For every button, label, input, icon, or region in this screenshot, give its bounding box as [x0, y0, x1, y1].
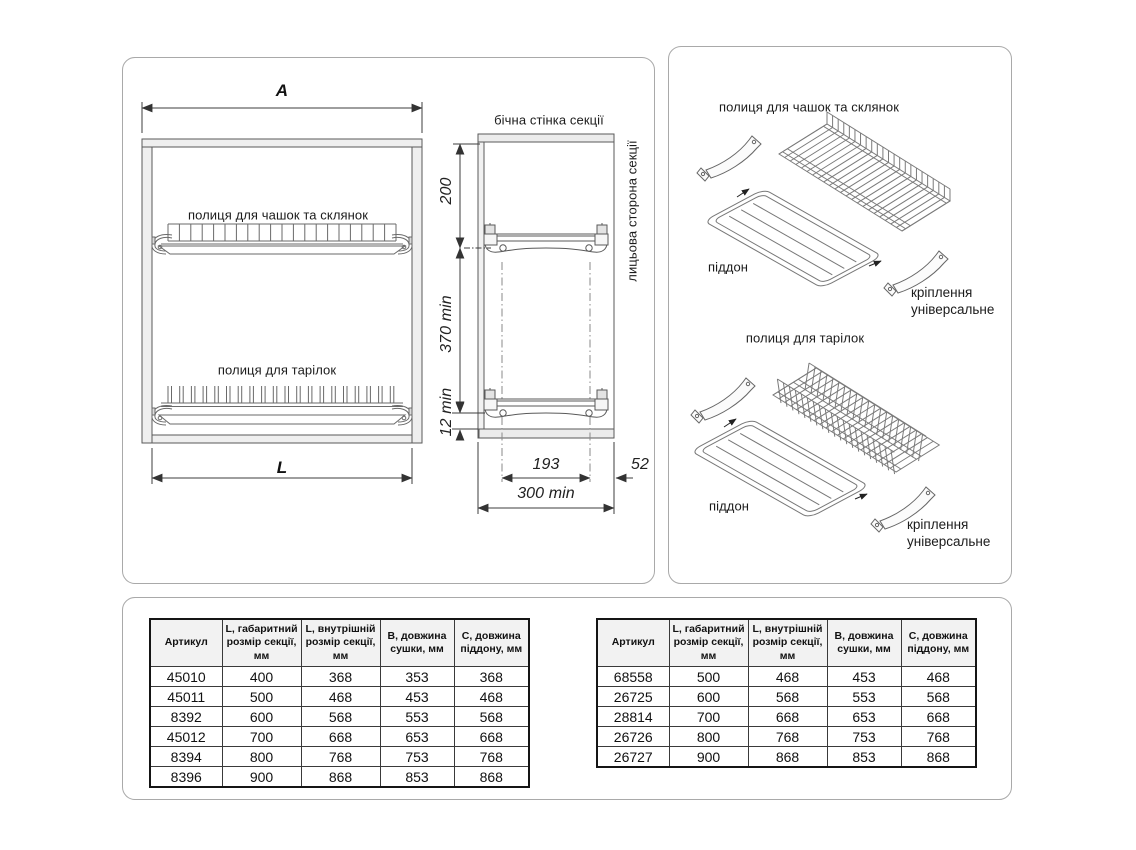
dimension-12min-label: 12 min: [438, 387, 455, 437]
table-cell: 468: [901, 667, 976, 687]
table-row: [150, 767, 529, 788]
iso-cup-rack: [779, 112, 950, 231]
table-cell: 45011: [150, 687, 222, 707]
column-header: В, довжина сушки, мм: [380, 619, 454, 667]
table-row: [150, 707, 529, 727]
table-cell: 653: [827, 707, 901, 727]
table-cell: 700: [669, 707, 748, 727]
table-row: [150, 687, 529, 707]
table-row: [150, 667, 529, 687]
table-cell: 800: [669, 727, 748, 747]
table-cell: 853: [827, 747, 901, 768]
front-plate-shelf-label: полиця для тарілок: [217, 362, 337, 378]
table-cell: 26727: [597, 747, 669, 768]
column-header: L, внутрішній розмір секції, мм: [748, 619, 827, 667]
table-cell: 68558: [597, 667, 669, 687]
column-header: В, довжина сушки, мм: [827, 619, 901, 667]
dimension-370min-label: 370 min: [438, 295, 455, 353]
table-cell: 900: [222, 767, 301, 788]
table-cell: 368: [301, 667, 380, 687]
table-cell: 868: [748, 747, 827, 768]
table-row: [597, 707, 976, 727]
table-cell: 868: [301, 767, 380, 788]
table-cell: 753: [380, 747, 454, 767]
table-cell: 668: [901, 707, 976, 727]
table-cell: 468: [301, 687, 380, 707]
iso-cup-shelf-title: полиця для чашок та склянок: [718, 99, 900, 115]
table-cell: 600: [669, 687, 748, 707]
column-header: L, габаритний розмір секції, мм: [222, 619, 301, 667]
front-view-dimensions: [142, 102, 422, 484]
table-cell: 8394: [150, 747, 222, 767]
dimension-a-label: A: [275, 81, 289, 100]
table-cell: 600: [222, 707, 301, 727]
column-header: Артикул: [597, 619, 669, 667]
column-header: С, довжина піддону, мм: [901, 619, 976, 667]
table-row: [150, 747, 529, 767]
iso-cup-bracket-left: [697, 136, 761, 181]
front-view-cabinet: [142, 139, 422, 443]
table-cell: 768: [901, 727, 976, 747]
table-cell: 568: [901, 687, 976, 707]
front-view-cup-shelf: [159, 224, 405, 254]
table-cell: 400: [222, 667, 301, 687]
iso-plate-rack: [773, 363, 939, 476]
table-cell: 853: [380, 767, 454, 788]
iso-cup-tray-label: піддон: [707, 259, 749, 275]
table-cell: 668: [301, 727, 380, 747]
table-cell: 26725: [597, 687, 669, 707]
table-cell: 500: [669, 667, 748, 687]
side-view-lower-bracket: [484, 388, 608, 417]
table-cell: 453: [827, 667, 901, 687]
dimension-193-label: 193: [532, 456, 560, 473]
side-view-centerlines: [502, 262, 590, 482]
articles-table-right: [596, 618, 977, 768]
side-view-section: [478, 134, 614, 438]
front-side-label: лицьова сторона секції: [624, 140, 640, 282]
front-view-plate-shelf: [159, 386, 405, 424]
panel-article-tables: [122, 597, 1012, 800]
table-cell: 568: [301, 707, 380, 727]
dimension-200-label: 200: [438, 177, 455, 205]
table-row: [597, 687, 976, 707]
table-cell: 45012: [150, 727, 222, 747]
table-cell: 500: [222, 687, 301, 707]
column-header: Артикул: [150, 619, 222, 667]
iso-plate-bracket-label: кріплення універсальне: [907, 517, 991, 549]
dimension-300min-label: 300 min: [517, 485, 575, 502]
column-header: С, довжина піддону, мм: [454, 619, 529, 667]
column-header: L, габаритний розмір секції, мм: [669, 619, 748, 667]
table-cell: 26726: [597, 727, 669, 747]
table-cell: 368: [454, 667, 529, 687]
iso-plate-arrows: [724, 419, 867, 499]
table-cell: 768: [748, 727, 827, 747]
panel-dimension-drawing: [122, 57, 655, 584]
table-cell: 868: [901, 747, 976, 768]
column-header: L, внутрішній розмір секції, мм: [301, 619, 380, 667]
table-cell: 45010: [150, 667, 222, 687]
table-cell: 668: [454, 727, 529, 747]
table-row: [597, 727, 976, 747]
table-cell: 8396: [150, 767, 222, 788]
table-cell: 768: [454, 747, 529, 767]
table-cell: 468: [454, 687, 529, 707]
dimension-drawing-svg: [123, 58, 653, 582]
panel-isometric-views: [668, 46, 1012, 584]
table-cell: 453: [380, 687, 454, 707]
table-cell: 568: [454, 707, 529, 727]
table-cell: 553: [827, 687, 901, 707]
table-cell: 353: [380, 667, 454, 687]
front-cup-shelf-label: полиця для чашок та склянок: [187, 207, 369, 223]
table-cell: 553: [380, 707, 454, 727]
table-cell: 868: [454, 767, 529, 788]
iso-cup-arrows: [737, 189, 881, 266]
articles-table-left: [149, 618, 530, 788]
side-view-upper-bracket: [484, 223, 608, 252]
table-cell: 668: [748, 707, 827, 727]
table-row: [597, 747, 976, 768]
table-cell: 800: [222, 747, 301, 767]
table-cell: 768: [301, 747, 380, 767]
side-wall-label: бічна стінка секції: [494, 112, 604, 128]
table-cell: 8392: [150, 707, 222, 727]
table-cell: 700: [222, 727, 301, 747]
table-cell: 653: [380, 727, 454, 747]
iso-cup-bracket-label: кріплення універсальне: [911, 285, 995, 317]
iso-plate-bracket-left: [691, 378, 755, 423]
dimension-l-label: L: [276, 458, 288, 477]
table-row: [150, 727, 529, 747]
dimension-52-label: 52: [631, 456, 649, 473]
iso-plate-shelf-title: полиця для тарілок: [745, 330, 865, 346]
table-cell: 900: [669, 747, 748, 768]
iso-plate-tray-label: піддон: [708, 498, 750, 514]
table-row: [597, 667, 976, 687]
table-cell: 468: [748, 667, 827, 687]
table-cell: 753: [827, 727, 901, 747]
table-cell: 28814: [597, 707, 669, 727]
table-cell: 568: [748, 687, 827, 707]
